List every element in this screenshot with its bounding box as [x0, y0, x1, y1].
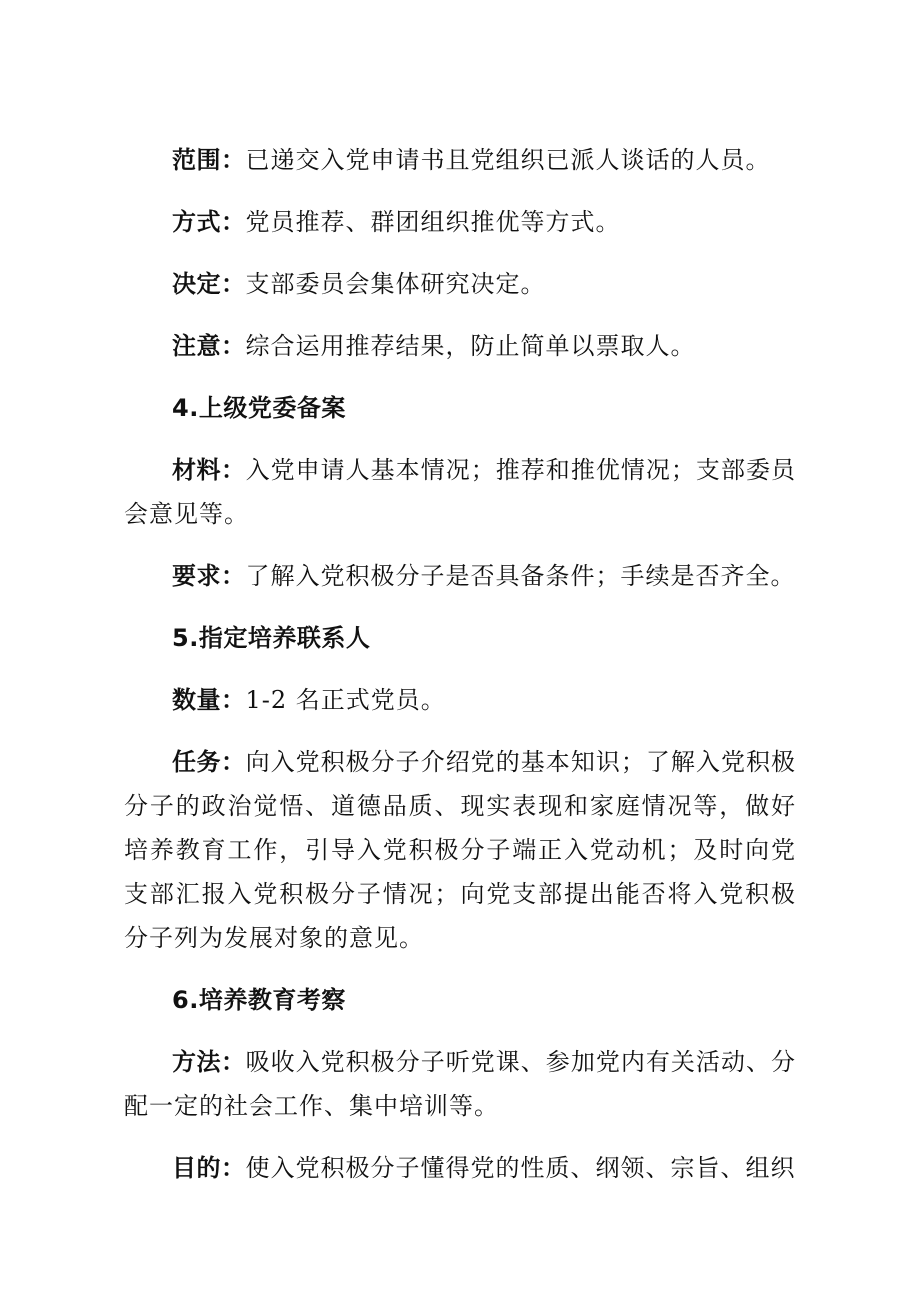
section-heading-5: 5.指定培养联系人	[172, 624, 371, 652]
paragraph-text: 入党申请人基本情况；推荐和推优情况；支部委员会意见等。	[124, 456, 796, 528]
paragraph-requirements	[124, 554, 796, 598]
paragraph-label: 要求：	[172, 562, 246, 590]
paragraph-label: 范围：	[172, 146, 246, 174]
paragraph-label: 注意：	[172, 332, 246, 360]
paragraph-label: 方法：	[172, 1048, 246, 1076]
section-heading-4: 4.上级党委备案	[172, 394, 346, 422]
paragraph-text: 支部委员会集体研究决定。	[245, 270, 546, 298]
paragraph-label: 任务：	[172, 748, 246, 776]
paragraph-label: 决定：	[172, 270, 246, 298]
paragraph-text: 吸收入党积极分子听党课、参加党内有关活动、分配一定的社会工作、集中培训等。	[124, 1048, 796, 1120]
paragraph-text: 1-2 名正式党员。	[245, 686, 446, 714]
paragraph-text: 党员推荐、群团组织推优等方式。	[245, 208, 621, 236]
paragraph-label: 材料：	[172, 456, 246, 484]
paragraph-quantity	[124, 678, 796, 722]
paragraph-text: 综合运用推荐结果，防止简单以票取人。	[245, 332, 696, 360]
document-body	[124, 138, 796, 1190]
paragraph-scope	[124, 138, 796, 182]
paragraph-label: 目的：	[172, 1154, 246, 1182]
section-heading-6: 6.培养教育考察	[172, 986, 346, 1014]
paragraph-label: 数量：	[172, 686, 246, 714]
paragraph-method	[124, 200, 796, 244]
paragraph-purpose	[124, 1146, 796, 1190]
paragraph-tasks	[124, 740, 796, 960]
paragraph-text: 了解入党积极分子是否具备条件；手续是否齐全。	[245, 562, 796, 590]
paragraph-text: 向入党积极分子介绍党的基本知识；了解入党积极分子的政治觉悟、道德品质、现实表现和家庭情况等，做好培养教育工作，引导入党积极分子端正入党动机；及时向党支部汇报入党积极分子情况；向党支部提出能否将入党积极分子列为发展对象的意见。	[124, 748, 796, 952]
paragraph-decision	[124, 262, 796, 306]
paragraph-text: 使入党积极分子懂得党的性质、纲领、宗旨、组织	[245, 1154, 796, 1182]
paragraph-materials	[124, 448, 796, 536]
paragraph-label: 方式：	[172, 208, 246, 236]
paragraph-note	[124, 324, 796, 368]
paragraph-approach	[124, 1040, 796, 1128]
paragraph-text: 已递交入党申请书且党组织已派人谈话的人员。	[245, 146, 771, 174]
